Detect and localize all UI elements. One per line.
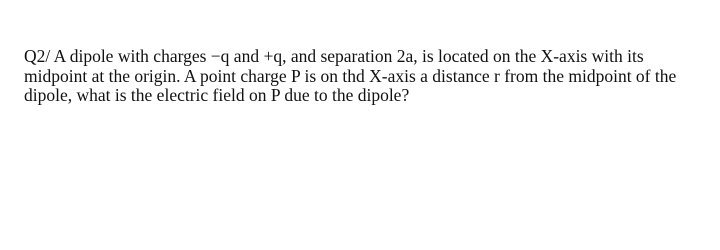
question-text — [24, 47, 714, 106]
question-line-3: dipole, what is the electric field on P due to the dipole? — [24, 85, 410, 105]
question-line-1: Q2/ A dipole with charges −q and +q, and separation 2a, is located on the X-axis with its — [24, 46, 644, 66]
question-line-2: midpoint at the origin. A point charge P is on thd X-axis a distance r from the midpoint of the — [24, 65, 677, 86]
